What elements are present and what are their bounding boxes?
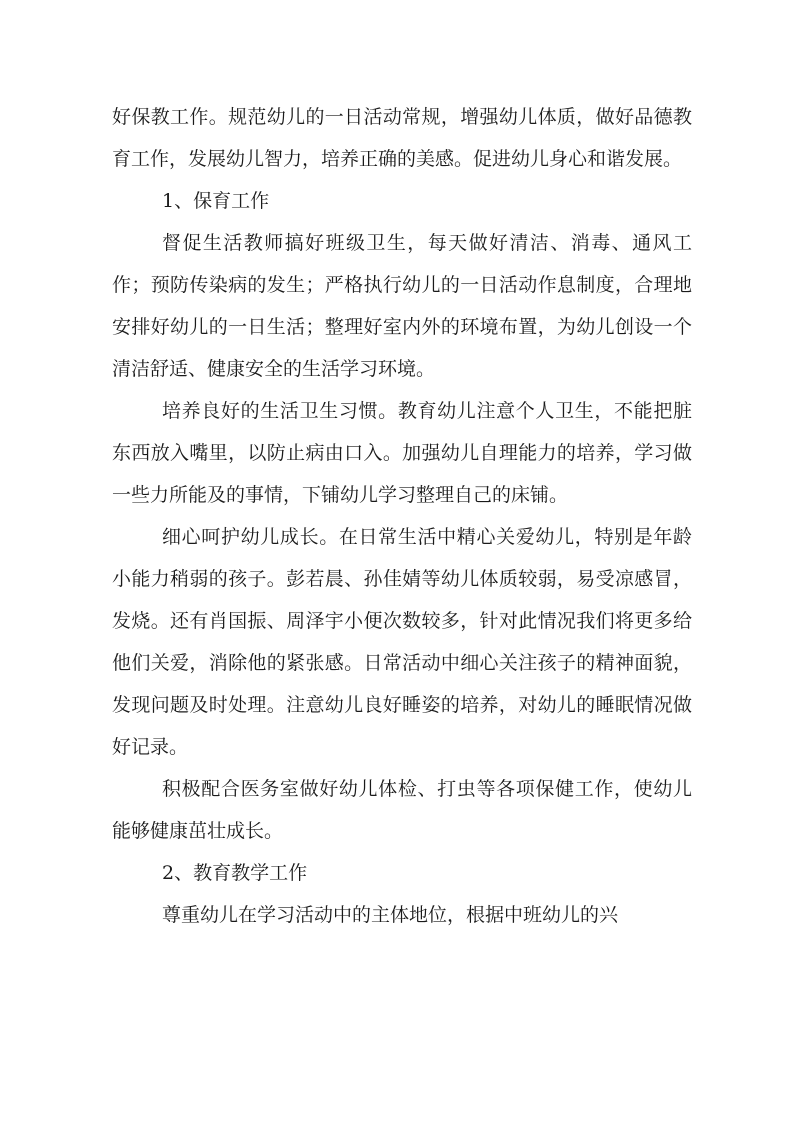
section-heading-care-work: 1、保育工作 [162, 190, 270, 212]
paragraph-class-hygiene: 督促生活教师搞好班级卫生，每天做好清洁、消毒、通风工作；预防传染病的发生；严格执行幼儿的一日活动作息制度，合理地安排好幼儿的一日生活；整理好室内外的环境布置，为幼儿创设一个清洁舒适、健康安全的生活学习环境。 [112, 232, 692, 380]
paragraph-hygiene-habits: 培养良好的生活卫生习惯。教育幼儿注意个人卫生，不能把脏东西放入嘴里，以防止病由口入。加强幼儿自理能力的培养，学习做一些力所能及的事情，下铺幼儿学习整理自己的床铺。 [112, 400, 692, 506]
paragraph-care-growth: 细心呵护幼儿成长。在日常生活中精心关爱幼儿，特别是年龄小能力稍弱的孩子。彭若晨、孙佳婧等幼儿体质较弱，易受凉感冒，发烧。还有肖国振、周泽宇小便次数较多，针对此情况我们将更多给他们关爱，消除他的紧张感。日常活动中细心关注孩子的精神面貌，发现问题及时处理。注意幼儿良好睡姿的培养，对幼儿的睡眠情况做好记录。 [112, 526, 692, 758]
paragraph-teaching-start: 尊重幼儿在学习活动中的主体地位，根据中班幼儿的兴 [162, 904, 619, 926]
paragraph-health-checks: 积极配合医务室做好幼儿体检、打虫等各项保健工作，使幼儿能够健康茁壮成长。 [112, 778, 692, 842]
paragraph-intro-continued: 好保教工作。规范幼儿的一日活动常规，增强幼儿体质，做好品德教育工作，发展幼儿智力，培养正确的美感。促进幼儿身心和谐发展。 [112, 106, 692, 170]
document-body [112, 96, 692, 936]
section-heading-teaching-work: 2、教育教学工作 [162, 862, 308, 884]
